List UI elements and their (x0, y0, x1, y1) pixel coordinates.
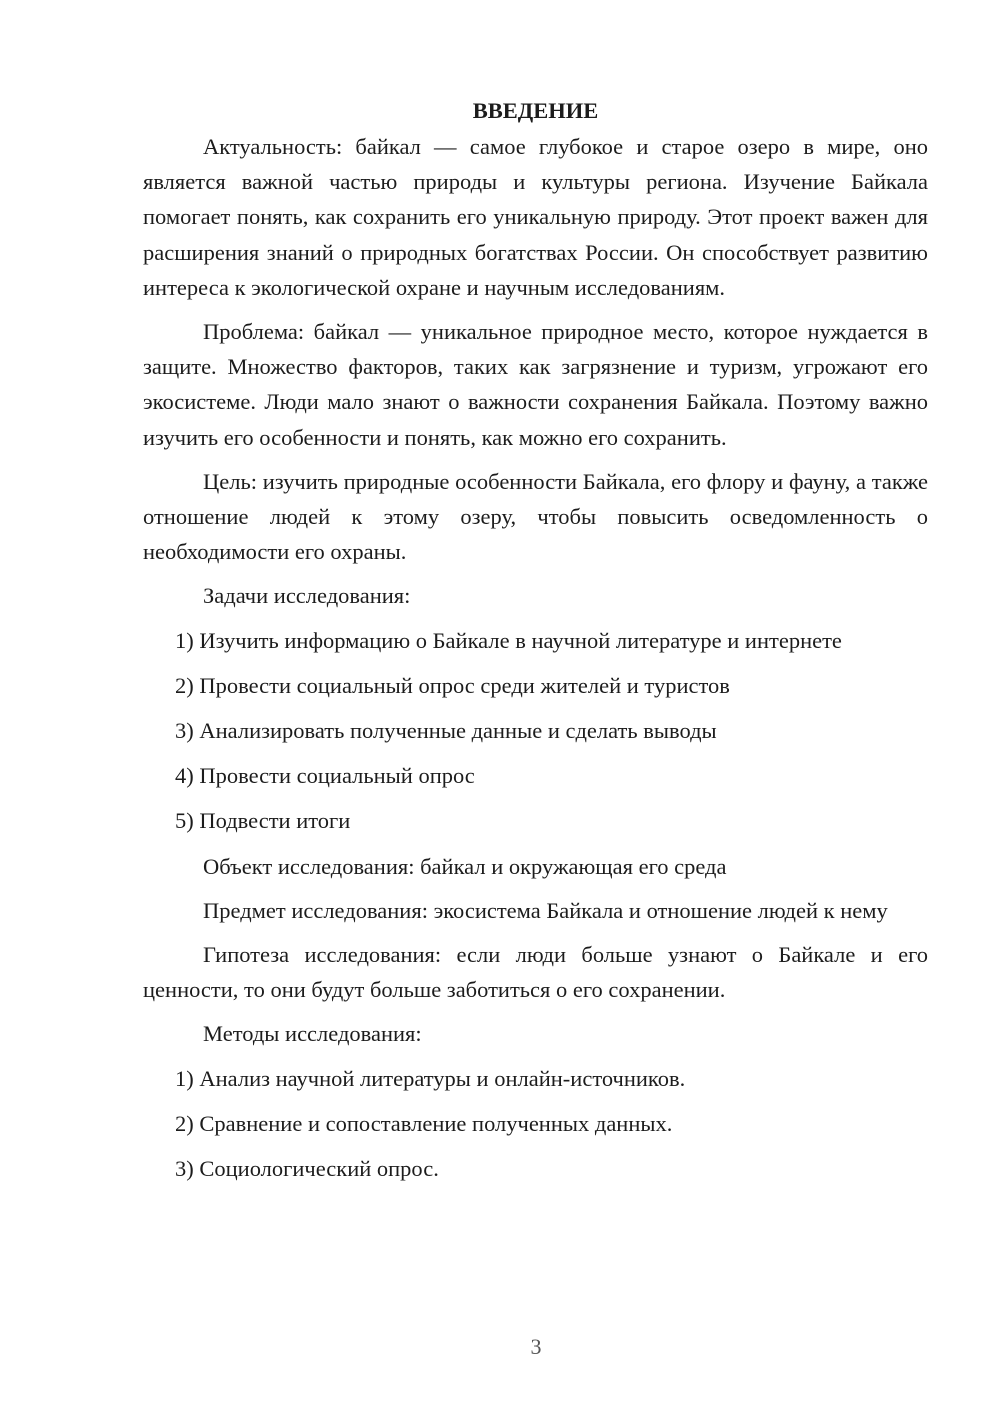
task-item: 3) Анализировать полученные данные и сделать выводы (175, 718, 717, 744)
object-paragraph: Объект исследования: байкал и окружающая его среда (203, 853, 727, 879)
method-item: 3) Социологический опрос. (175, 1156, 439, 1182)
subject-paragraph: Предмет исследования: экосистема Байкала и отношение людей к нему (203, 897, 888, 923)
method-item: 1) Анализ научной литературы и онлайн-источников. (175, 1065, 686, 1091)
section-heading: ВВЕДЕНИЕ (472, 98, 599, 123)
methods-title: Методы исследования: (203, 1021, 422, 1047)
task-item: 4) Провести социальный опрос (175, 763, 475, 789)
task-item: 5) Подвести итоги (175, 808, 351, 834)
hypothesis-paragraph: Гипотеза исследования: если люди больше узнают о Байкале и его ценности, то они будут больше заботиться о его сохранении. (143, 942, 928, 1003)
page-content (143, 96, 928, 1196)
page-number: 3 (530, 1334, 542, 1359)
relevance-paragraph: Актуальность: байкал — самое глубокое и старое озеро в мире, оно является важной частью природы и культуры региона. Изучение Байкала помогает понять, как сохранить его уникальную природу. Этот проект важен для расширения знаний о природных богатствах России. Он способствует развитию интереса к экологической охране и научным исследованиям. (143, 134, 928, 300)
goal-paragraph: Цель: изучить природные особенности Байкала, его флору и фауну, а также отношение людей к этому озеру, чтобы повысить осведомленность о необходимости его охраны. (143, 468, 928, 565)
problem-paragraph: Проблема: байкал — уникальное природное место, которое нуждается в защите. Множество факторов, таких как загрязнение и туризм, угрожают его экосистеме. Люди мало знают о важности сохранения Байкала. Поэтому важно изучить его особенности и понять, как можно его сохранить. (143, 319, 928, 450)
task-item: 2) Провести социальный опрос среди жителей и туристов (175, 672, 730, 698)
task-item: 1) Изучить информацию о Байкале в научной литературе и интернете (175, 627, 842, 653)
method-item: 2) Сравнение и сопоставление полученных данных. (175, 1110, 673, 1136)
tasks-title: Задачи исследования: (203, 583, 411, 609)
